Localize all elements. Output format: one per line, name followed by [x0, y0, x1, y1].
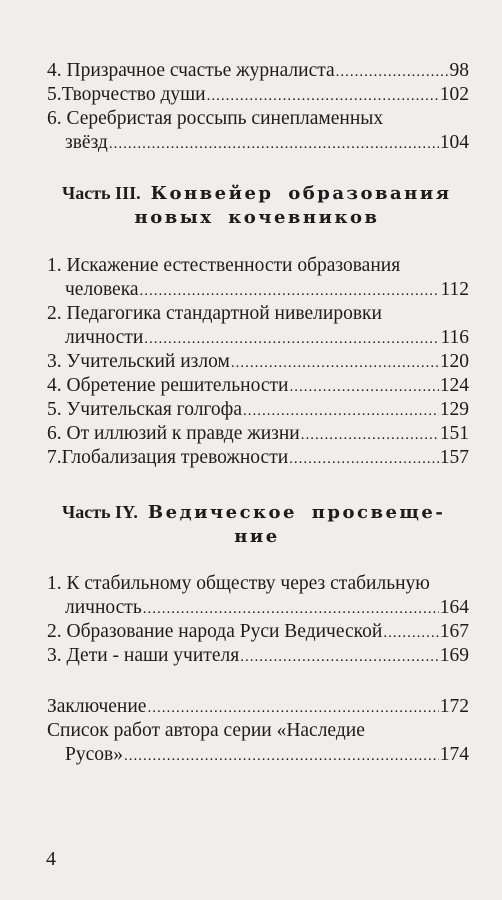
toc-entry-page: 104: [439, 132, 469, 153]
toc-entry-page: 120: [439, 351, 469, 372]
toc-entry-row: [47, 596, 469, 620]
toc-entry-row: [47, 644, 469, 668]
toc-entry: [47, 302, 469, 350]
part-4-title-line1: Ведическое просвеще-: [147, 502, 446, 523]
dot-leader: [243, 399, 439, 423]
part-3-heading: [62, 181, 462, 230]
part-4-title-line2: ние: [234, 526, 280, 547]
part-3-label: Часть III.: [62, 183, 141, 203]
dot-leader: [301, 423, 439, 447]
dot-leader: [124, 744, 439, 768]
toc-entry-row: [47, 620, 469, 644]
toc-entry-page: 129: [439, 399, 469, 420]
toc-entry-row: [47, 326, 469, 350]
toc-entry-title: 2. Образование народа Руси Ведической: [47, 621, 383, 642]
toc-entry-title-line: 2. Педагогика стандартной нивелировки: [47, 303, 382, 324]
toc-entry-row: [47, 743, 469, 767]
dot-leader: [147, 696, 438, 720]
toc-entry-title: личность: [65, 597, 142, 618]
toc-entry-row: [47, 422, 469, 446]
toc-entry-row: [47, 131, 469, 155]
toc-entry: [47, 83, 469, 107]
toc-entry: [47, 398, 469, 422]
toc-entry-page: 169: [439, 645, 469, 666]
part-4-heading: [62, 500, 462, 549]
toc-entry-row: [47, 278, 469, 302]
dot-leader: [140, 279, 440, 303]
dot-leader: [240, 645, 439, 669]
toc-entry-page: 151: [439, 423, 469, 444]
toc-section-c: [47, 572, 469, 668]
toc-entry-title: 5. Учительская голгофа: [47, 399, 242, 420]
toc-section-b: [47, 254, 469, 470]
dot-leader: [289, 447, 439, 471]
toc-entry: [47, 695, 469, 719]
toc-entry-page: 124: [439, 375, 469, 396]
toc-entry: [47, 350, 469, 374]
toc-entry-title: 4. Обретение решительности: [47, 375, 289, 396]
toc-entry: [47, 719, 469, 767]
toc-entry: [47, 422, 469, 446]
dot-leader: [143, 597, 439, 621]
toc-entry-row: [47, 59, 469, 83]
toc-entry-title-line: 1. К стабильному обществу через стабильную: [47, 573, 430, 594]
toc-entry-title-line: 6. Серебристая россыпь синепламенных: [47, 108, 384, 129]
toc-entry: [47, 644, 469, 668]
dot-leader: [231, 351, 439, 375]
toc-entry-title-line: Список работ автора серии «Наследие: [47, 720, 365, 741]
toc-entry: [47, 572, 469, 620]
toc-entry: [47, 59, 469, 83]
toc-entry-title: личности: [65, 327, 144, 348]
toc-entry-page: 174: [439, 744, 469, 765]
toc-entry-title: 7.Глобализация тревожности: [47, 447, 289, 468]
toc-entry-row: [47, 695, 469, 719]
toc-entry: [47, 446, 469, 470]
toc-entry-page: 172: [439, 696, 469, 717]
toc-entry-title: 3. Учительский излом: [47, 351, 230, 372]
toc-entry-page: 157: [439, 447, 469, 468]
toc-entry-title: звёзд: [65, 132, 108, 153]
toc-entry-title: 3. Дети - наши учителя: [47, 645, 240, 666]
toc-entry-title: человека: [65, 279, 139, 300]
toc-entry-page: 112: [440, 279, 469, 300]
part-3-title-line1: Конвейер образования: [150, 183, 452, 204]
dot-leader: [207, 84, 439, 108]
toc-entry-title: 5.Творчество души: [47, 84, 206, 105]
toc-entry-row: [47, 374, 469, 398]
toc-entry: [47, 620, 469, 644]
toc-entry-title: Заключение: [47, 696, 147, 717]
toc-entry-title-line: 1. Искажение естественности образования: [47, 255, 401, 276]
toc-entry: [47, 107, 469, 155]
dot-leader: [289, 375, 438, 399]
toc-entry-title: 6. От иллюзий к правде жизни: [47, 423, 300, 444]
part-3-title-line2: новых кочевников: [134, 207, 380, 228]
part-4-label: Часть IY.: [62, 502, 138, 522]
dot-leader: [144, 327, 439, 351]
toc-entry-page: 98: [449, 60, 469, 81]
dot-leader: [383, 621, 438, 645]
toc-entry: [47, 374, 469, 398]
toc-section-d: [47, 695, 469, 767]
page-number: 4: [46, 848, 56, 870]
toc-entry-title: 4. Призрачное счастье журналиста: [47, 60, 335, 81]
toc-entry-row: [47, 398, 469, 422]
toc-entry-title: Русов»: [65, 744, 123, 765]
toc-entry: [47, 254, 469, 302]
toc-entry-page: 116: [440, 327, 469, 348]
toc-entry-row: [47, 446, 469, 470]
toc-section-a: [47, 59, 469, 155]
dot-leader: [336, 60, 449, 84]
toc-entry-page: 164: [439, 597, 469, 618]
toc-entry-row: [47, 83, 469, 107]
toc-entry-page: 167: [439, 621, 469, 642]
toc-entry-page: 102: [439, 84, 469, 105]
toc-entry-row: [47, 350, 469, 374]
dot-leader: [109, 132, 439, 156]
